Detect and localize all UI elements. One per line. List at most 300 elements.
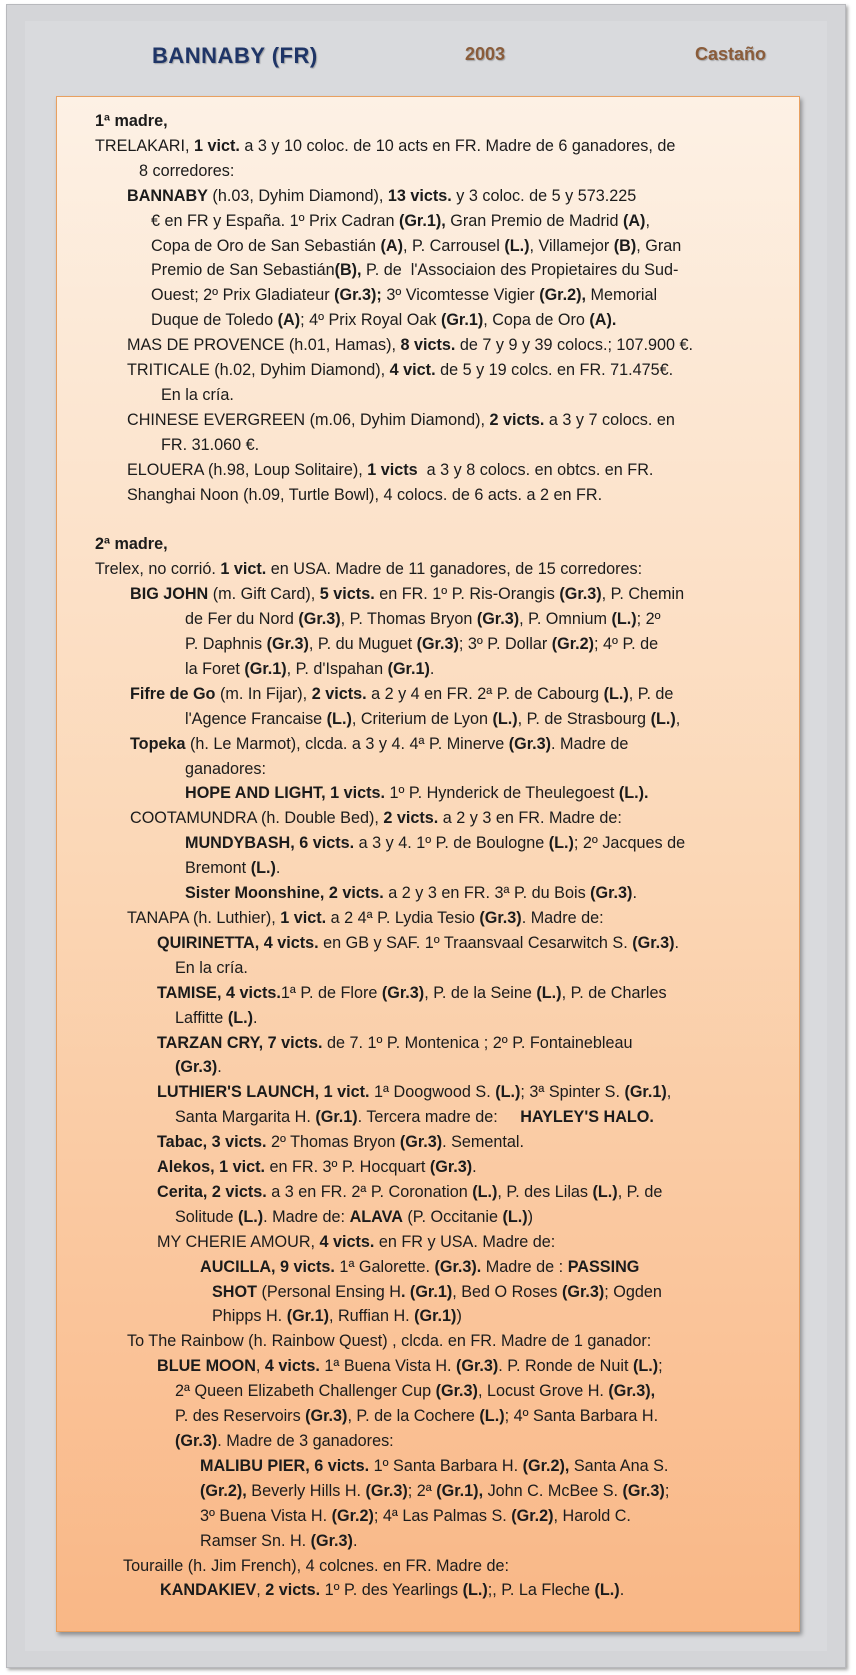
text-segment: 1º P. Hynderick de Theulegoest — [385, 784, 619, 803]
text-segment: Santa Margarita H. — [175, 1108, 316, 1127]
text-segment: MY CHERIE AMOUR, — [157, 1232, 320, 1251]
text-segment: 2º Thomas Bryon — [266, 1133, 400, 1152]
text-segment: a 3 y 4. 1º P. de Boulogne — [354, 834, 549, 853]
text-segment: P. des Reservoirs — [175, 1407, 306, 1426]
pedigree-text — [95, 109, 785, 1603]
bold-segment: 13 victs. — [387, 186, 452, 205]
bold-segment: (Gr.3) — [435, 1382, 478, 1401]
text-segment: , Villamejor — [529, 236, 614, 255]
text-line — [95, 1479, 785, 1504]
bold-segment: (Gr.1), — [398, 211, 446, 230]
text-segment: en GB y SAF. 1º Traansvaal Cesarwitch S. — [318, 933, 633, 952]
text-segment: P. de l'Associaion des Propietaires du Sud- — [361, 261, 679, 280]
text-segment: En la cría. — [161, 385, 234, 404]
text-segment: , P. Omnium — [519, 610, 612, 629]
bold-segment: (Gr.3); — [334, 286, 382, 305]
text-segment: la Foret — [185, 659, 245, 678]
text-segment: l'Agence Francaise — [185, 709, 327, 728]
text-segment: Santa Ana S. — [569, 1456, 669, 1475]
section-heading: 1ª madre, — [95, 112, 168, 130]
bold-segment: (A) — [380, 236, 403, 255]
bold-segment: (Gr.3) — [381, 983, 425, 1002]
text-segment: y 3 coloc. de 5 y 573.225 — [451, 186, 637, 205]
text-segment: , P. de la Cochere — [347, 1407, 480, 1426]
bold-segment: (Gr.3) — [632, 933, 675, 952]
text-segment: Gran Premio de Madrid — [445, 211, 623, 230]
text-segment: Touraille (h. Jim French), 4 colcnes. en FR. Madre de: — [123, 1556, 509, 1575]
text-line — [95, 1454, 785, 1479]
text-segment: de Fer du Nord — [185, 610, 299, 629]
text-segment: Copa de Oro de San Sebastián — [151, 236, 381, 255]
text-segment: . — [217, 1058, 222, 1077]
text-segment: Memorial — [585, 286, 658, 305]
bold-segment: (Gr.1) — [414, 1307, 457, 1326]
text-line — [95, 209, 785, 234]
text-line — [95, 1155, 785, 1180]
text-segment: a 2 y 3 en FR. Madre de: — [438, 809, 622, 828]
text-segment: . — [472, 1158, 477, 1177]
text-segment: a 3 en FR. 2ª P. Coronation — [266, 1182, 473, 1201]
text-segment: . — [252, 1008, 258, 1027]
text-line — [95, 607, 785, 632]
bold-segment: (L.) — [492, 709, 518, 728]
text-line — [95, 1180, 785, 1205]
text-segment: ; 4ª Las Palmas S. — [373, 1506, 512, 1525]
bold-segment: HOPE AND LIGHT, 1 victs. — [185, 784, 385, 803]
text-line — [95, 707, 785, 732]
text-segment: , Gran — [636, 236, 682, 255]
text-segment: TANAPA (h. Luthier), — [127, 908, 281, 927]
text-segment: Ouest; 2º Prix Gladiateur — [151, 286, 335, 305]
text-segment: En la cría. — [175, 958, 248, 977]
text-segment: FR. 31.060 €. — [161, 435, 260, 454]
text-segment: . P. Ronde de Nuit — [498, 1357, 633, 1376]
bold-segment: (Gr.3) — [622, 1481, 665, 1500]
bold-segment: (Gr.2), — [522, 1456, 570, 1475]
text-line — [95, 1080, 785, 1105]
bold-segment: 2 victs. — [265, 1581, 321, 1600]
text-segment: ganadores: — [185, 759, 267, 778]
text-segment: a 2 y 3 en FR. 3ª P. du Bois — [383, 884, 591, 903]
bold-segment: (Gr.3) — [479, 908, 522, 927]
text-line — [95, 657, 785, 682]
text-line — [95, 433, 785, 458]
text-segment: ; 4º Santa Barbara H. — [504, 1407, 659, 1426]
bold-segment: KANDAKIEV — [160, 1581, 257, 1600]
section-gap — [95, 508, 785, 533]
text-segment: MAS DE PROVENCE (h.01, Hamas), — [127, 336, 401, 355]
bold-segment: (Gr.2) — [511, 1506, 554, 1525]
bold-segment: Fifre de Go — [130, 684, 216, 703]
bold-segment: TARZAN CRY, 7 victs. — [157, 1033, 323, 1052]
text-segment: To The Rainbow (h. Rainbow Quest) , clcda. en FR. Madre de 1 ganador: — [127, 1332, 652, 1351]
text-line — [95, 881, 785, 906]
text-segment: a 3 y 8 colocs. en obtcs. en FR. — [417, 460, 654, 479]
bold-segment: QUIRINETTA, 4 victs. — [157, 933, 319, 952]
text-segment: , P. des Lilas — [497, 1182, 593, 1201]
text-segment: ; — [664, 1481, 670, 1500]
text-segment: , P. Carrousel — [402, 236, 505, 255]
bold-segment: (L.). — [618, 784, 649, 803]
bold-segment: (L.) — [603, 684, 629, 703]
text-segment: 2ª Queen Elizabeth Challenger Cup — [175, 1382, 436, 1401]
text-segment: 3º Vicomtesse Vigier — [381, 286, 540, 305]
text-line — [95, 1205, 785, 1230]
bold-segment: (Gr.1) — [244, 659, 287, 678]
text-segment: Phipps H. — [212, 1307, 287, 1326]
bold-segment: (L.) — [227, 1008, 253, 1027]
bold-segment: (Gr.2), — [539, 286, 586, 305]
text-segment: a 2 y 4 en FR. 2ª P. de Cabourg — [366, 684, 604, 703]
text-segment: Bremont — [185, 859, 251, 878]
bold-segment: 2 victs. — [489, 410, 545, 429]
text-line — [95, 682, 785, 707]
text-segment: Beverly Hills H. — [246, 1481, 366, 1500]
text-line — [95, 1006, 785, 1031]
bold-segment: (L.) — [548, 834, 574, 853]
bold-segment: 4 vict. — [389, 361, 436, 380]
bold-segment: (Gr.3) — [456, 1357, 499, 1376]
text-segment: , P. de — [617, 1182, 663, 1201]
text-segment: P. Daphnis — [185, 635, 267, 654]
bold-segment: AUCILLA, 9 victs. — [200, 1257, 335, 1276]
text-segment: ELOUERA (h.98, Loup Solitaire), — [127, 460, 368, 479]
bold-segment: (L.) — [495, 1083, 521, 1102]
text-segment: ; 2º — [636, 610, 661, 629]
bold-segment: 1 vict. — [193, 136, 240, 155]
text-segment: TRITICALE (h.02, Dyhim Diamond), — [127, 361, 390, 380]
text-line — [95, 1578, 785, 1603]
bold-segment: 1 vict. — [280, 908, 327, 927]
bold-segment: (Gr.3) — [305, 1407, 348, 1426]
text-segment: Duque de Toledo — [151, 311, 278, 330]
bold-segment: (Gr.3) — [590, 884, 633, 903]
text-segment: 1ª Doogwood S. — [369, 1083, 496, 1102]
bold-segment: (L.) — [650, 709, 676, 728]
text-segment: John C. McBee S. — [483, 1481, 623, 1500]
text-segment: , Harold C. — [553, 1506, 631, 1525]
text-segment: , — [256, 1581, 266, 1600]
bold-segment: Tabac, 3 victs. — [157, 1133, 267, 1152]
bold-segment: (Gr.1), — [436, 1481, 484, 1500]
bold-segment: (Gr.3) — [561, 1282, 605, 1301]
bold-segment: Sister Moonshine, 2 victs. — [185, 884, 384, 903]
bold-segment: Topeka — [130, 734, 186, 753]
text-segment: en FR. 1º P. Ris-Orangis — [374, 585, 560, 604]
bold-segment: MALIBU PIER, 6 victs. — [200, 1456, 370, 1475]
bold-segment: (Gr.3) — [429, 1158, 473, 1177]
text-segment: 8 corredores: — [139, 161, 235, 180]
text-line — [95, 283, 785, 308]
bold-segment: MUNDYBASH, 6 victs. — [185, 834, 355, 853]
text-segment: Ramser Sn. H. — [200, 1531, 311, 1550]
text-segment: de 7 y 9 y 39 colocs.; 107.900 €. — [455, 336, 693, 355]
bold-segment: 5 victs. — [319, 585, 375, 604]
text-segment: , Ruffian H. — [328, 1307, 415, 1326]
text-line — [95, 856, 785, 881]
bold-segment: (Gr.3) — [266, 635, 309, 654]
bold-segment: (Gr.3) — [365, 1481, 408, 1500]
bold-segment: (L.) — [592, 1182, 618, 1201]
bold-segment: 1 vict. — [220, 560, 267, 579]
bold-segment: 4 victs. — [319, 1232, 375, 1251]
bold-segment: 8 victs. — [400, 336, 456, 355]
text-line — [95, 1529, 785, 1554]
text-line — [95, 781, 785, 806]
text-line — [95, 831, 785, 856]
text-segment: Premio de San Sebastián — [151, 261, 335, 280]
text-segment: de 5 y 19 colcs. en FR. 71.475€. — [435, 361, 674, 380]
bold-segment: (L.) — [250, 859, 276, 878]
bold-segment: 1 victs — [367, 460, 418, 479]
text-segment: (P. Occitanie — [402, 1207, 503, 1226]
text-segment: a 2 4ª P. Lydia Tesio — [326, 908, 480, 927]
text-segment: , Locust Grove H. — [477, 1382, 609, 1401]
text-line — [95, 1280, 785, 1305]
text-segment: (h. Le Marmot), clcda. a 3 y 4. 4ª P. Minerve — [185, 734, 509, 753]
text-line — [95, 1554, 785, 1579]
text-segment: ; 2º Jacques de — [573, 834, 686, 853]
text-line — [95, 234, 785, 259]
horse-title: BANNABY (FR) — [152, 43, 318, 68]
text-line — [95, 956, 785, 981]
bold-segment: (Gr.3) — [175, 1432, 218, 1451]
text-segment: ; 4º P. de — [594, 635, 659, 654]
bold-segment: (Gr.3) — [476, 610, 520, 629]
bold-segment: (Gr.1) — [387, 659, 430, 678]
text-line — [95, 358, 785, 383]
text-segment: , P. Thomas Bryon — [340, 610, 477, 629]
text-segment: ; — [658, 1357, 663, 1376]
bold-segment: (L.) — [326, 709, 352, 728]
text-segment: ; 3º P. Dollar — [458, 635, 552, 654]
text-segment: CHINESE EVERGREEN (m.06, Dyhim Diamond), — [127, 410, 490, 429]
text-segment: ; 4º Prix Royal Oak — [300, 311, 441, 330]
bold-segment: (L.) — [594, 1581, 620, 1600]
text-line — [95, 408, 785, 433]
text-segment: de 7. 1º P. Montenica ; 2º P. Fontainebleau — [322, 1033, 633, 1052]
text-segment: Solitude — [175, 1207, 238, 1226]
text-line — [95, 333, 785, 358]
text-line — [95, 557, 785, 582]
text-segment: , — [645, 211, 650, 230]
text-segment: Laffitte — [175, 1008, 228, 1027]
text-segment: . Madre de 3 ganadores: — [217, 1432, 394, 1451]
text-segment: TRELAKARI, — [95, 136, 194, 155]
bold-segment: (Gr.2), — [200, 1481, 247, 1500]
text-line — [95, 1404, 785, 1429]
bold-segment: (L.) — [472, 1182, 498, 1201]
bold-segment: HAYLEY'S HALO. — [520, 1108, 654, 1127]
text-line — [95, 1130, 785, 1155]
bold-segment: (L.) — [479, 1407, 505, 1426]
bold-segment: 4 victs. — [264, 1357, 320, 1376]
text-segment: en FR. 3º P. Hocquart — [264, 1158, 430, 1177]
bold-segment: (L.) — [504, 236, 530, 255]
section-heading: 2ª madre, — [95, 535, 168, 554]
bold-segment: (Gr.3) — [310, 1531, 353, 1550]
text-line — [95, 1105, 785, 1130]
bold-segment: (B), — [334, 261, 362, 280]
text-segment: ; 3ª Spinter S. — [520, 1083, 625, 1102]
text-segment: . — [352, 1531, 358, 1550]
bold-segment: (Gr.3), — [608, 1382, 656, 1401]
text-segment: , P. d'Ispahan — [286, 659, 388, 678]
text-line — [95, 1379, 785, 1404]
bold-segment: (A) — [277, 311, 301, 330]
bold-segment: (Gr.2) — [331, 1506, 374, 1525]
bold-segment: (Gr.3) — [559, 585, 602, 604]
bold-segment: (Gr.3) — [416, 635, 459, 654]
bold-segment: ALAVA — [349, 1207, 403, 1226]
birth-year: 2003 — [465, 44, 506, 64]
bold-segment: BIG JOHN — [130, 585, 209, 604]
text-line — [95, 1055, 785, 1080]
text-segment: . Madre de — [551, 734, 629, 753]
text-segment: . Madre de: — [521, 908, 604, 927]
text-segment: 1º Santa Barbara H. — [369, 1456, 523, 1475]
bold-segment: (Gr.2) — [551, 635, 595, 654]
pedigree-panel — [56, 96, 800, 1632]
text-line — [95, 757, 785, 782]
text-segment: , P. du Muguet — [308, 635, 417, 654]
text-segment: . Tercera madre de: — [357, 1108, 521, 1127]
text-segment: COOTAMUNDRA (h. Double Bed), — [130, 809, 384, 828]
bold-segment: (L.) — [502, 1207, 528, 1226]
text-line — [95, 1329, 785, 1354]
text-line — [95, 906, 785, 931]
text-segment: 3º Buena Vista H. — [200, 1506, 332, 1525]
text-line — [95, 483, 785, 508]
text-segment: , P. Chemin — [601, 585, 685, 604]
text-segment: ;, P. La Fleche — [487, 1581, 595, 1600]
text-line — [95, 159, 785, 184]
text-segment: . Madre de: — [263, 1207, 350, 1226]
text-segment: . Semental. — [442, 1133, 525, 1152]
text-segment: , P. de — [628, 684, 674, 703]
text-segment: (m. Gift Card), — [208, 585, 320, 604]
text-line — [95, 1031, 785, 1056]
text-segment: 1ª Galorette. — [334, 1257, 435, 1276]
text-segment: , Criterium de Lyon — [351, 709, 493, 728]
header — [60, 24, 796, 72]
text-line — [95, 1304, 785, 1329]
text-line — [95, 732, 785, 757]
bold-segment: Cerita, 2 victs. — [157, 1182, 267, 1201]
text-segment: . — [674, 933, 679, 952]
text-segment: ; 2ª — [407, 1481, 437, 1500]
text-segment: , P. de la Seine — [424, 983, 537, 1002]
text-segment: . — [619, 1581, 625, 1600]
text-segment: , P. de Strasbourg — [517, 709, 651, 728]
text-segment: , Copa de Oro — [483, 311, 590, 330]
text-line — [95, 1354, 785, 1379]
text-segment: . — [429, 659, 435, 678]
bold-segment: LUTHIER'S LAUNCH, 1 vict. — [157, 1083, 370, 1102]
text-segment: ) — [527, 1207, 534, 1226]
bold-segment: . (Gr.1) — [400, 1282, 453, 1301]
text-line — [95, 632, 785, 657]
text-segment: . — [275, 859, 281, 878]
bold-segment: BANNABY — [127, 186, 208, 205]
text-segment: en FR y USA. Madre de: — [374, 1232, 556, 1251]
bold-segment: (Gr.1) — [440, 311, 484, 330]
text-line — [95, 582, 785, 607]
bold-segment: (L.) — [536, 983, 562, 1002]
bold-segment: Alekos, 1 vict. — [157, 1158, 265, 1177]
bold-segment: (Gr.3) — [175, 1058, 218, 1077]
bold-segment: BLUE MOON — [157, 1357, 256, 1376]
text-segment: . — [632, 884, 637, 903]
text-segment: ; Ogden — [604, 1282, 662, 1301]
bold-segment: (Gr.3) — [298, 610, 341, 629]
text-segment: € en FR y España. 1º Prix Cadran — [151, 211, 399, 230]
text-line — [95, 1255, 785, 1280]
bold-segment: (B) — [613, 236, 637, 255]
bold-segment: PASSING — [567, 1257, 640, 1276]
text-line — [95, 806, 785, 831]
text-segment: a 3 y 10 coloc. de 10 acts en FR. Madre de 6 ganadores, de — [239, 136, 676, 155]
text-segment: 1ª Buena Vista H. — [319, 1357, 456, 1376]
bold-segment: (L.) — [238, 1207, 264, 1226]
bold-segment: (Gr.1) — [286, 1307, 329, 1326]
bold-segment: 2 victs. — [311, 684, 367, 703]
text-segment: , P. de Charles — [561, 983, 667, 1002]
bold-segment: SHOT — [212, 1282, 257, 1301]
text-segment: (h.03, Dyhim Diamond), — [207, 186, 388, 205]
text-segment: (m. In Fijar), — [215, 684, 312, 703]
text-line — [95, 981, 785, 1006]
text-segment: , — [255, 1357, 265, 1376]
bold-segment: (A) — [622, 211, 646, 230]
text-line — [95, 458, 785, 483]
text-line — [95, 1504, 785, 1529]
text-segment: 1ª P. de Flore — [280, 983, 382, 1002]
text-segment: (Personal Ensing H — [256, 1282, 401, 1301]
bold-segment: (Gr.3) — [508, 734, 552, 753]
text-line — [95, 931, 785, 956]
text-line — [95, 134, 785, 159]
bold-segment: (L.) — [611, 610, 637, 629]
text-segment: , — [675, 709, 681, 728]
text-segment: Trelex, no corrió. — [95, 560, 221, 579]
text-line — [95, 1230, 785, 1255]
bold-segment: (Gr.3). — [434, 1257, 482, 1276]
text-segment: a 3 y 7 colocs. en — [544, 410, 675, 429]
bold-segment: (L.) — [462, 1581, 488, 1600]
text-line — [95, 184, 785, 209]
text-segment: 1º P. des Yearlings — [320, 1581, 463, 1600]
text-segment: Madre de : — [481, 1257, 568, 1276]
text-line — [95, 383, 785, 408]
text-segment: en USA. Madre de 11 ganadores, de 15 corredores: — [266, 560, 643, 579]
bold-segment: (Gr.1) — [315, 1108, 358, 1127]
bold-segment: 2 victs. — [383, 809, 439, 828]
bold-segment: (Gr.1) — [624, 1083, 667, 1102]
bold-segment: (A). — [589, 311, 617, 330]
text-line — [95, 1429, 785, 1454]
text-segment: ) — [456, 1307, 462, 1326]
text-segment: Shanghai Noon (h.09, Turtle Bowl), 4 colocs. de 6 acts. a 2 en FR. — [127, 485, 603, 504]
text-line — [95, 308, 785, 333]
bold-segment: (Gr.3) — [399, 1133, 443, 1152]
text-segment: , — [666, 1083, 672, 1102]
coat-color: Castaño — [695, 44, 767, 64]
text-line — [95, 258, 785, 283]
bold-segment: TAMISE, 4 victs. — [157, 983, 281, 1002]
text-segment: , Bed O Roses — [452, 1282, 562, 1301]
bold-segment: (L.) — [632, 1357, 659, 1376]
